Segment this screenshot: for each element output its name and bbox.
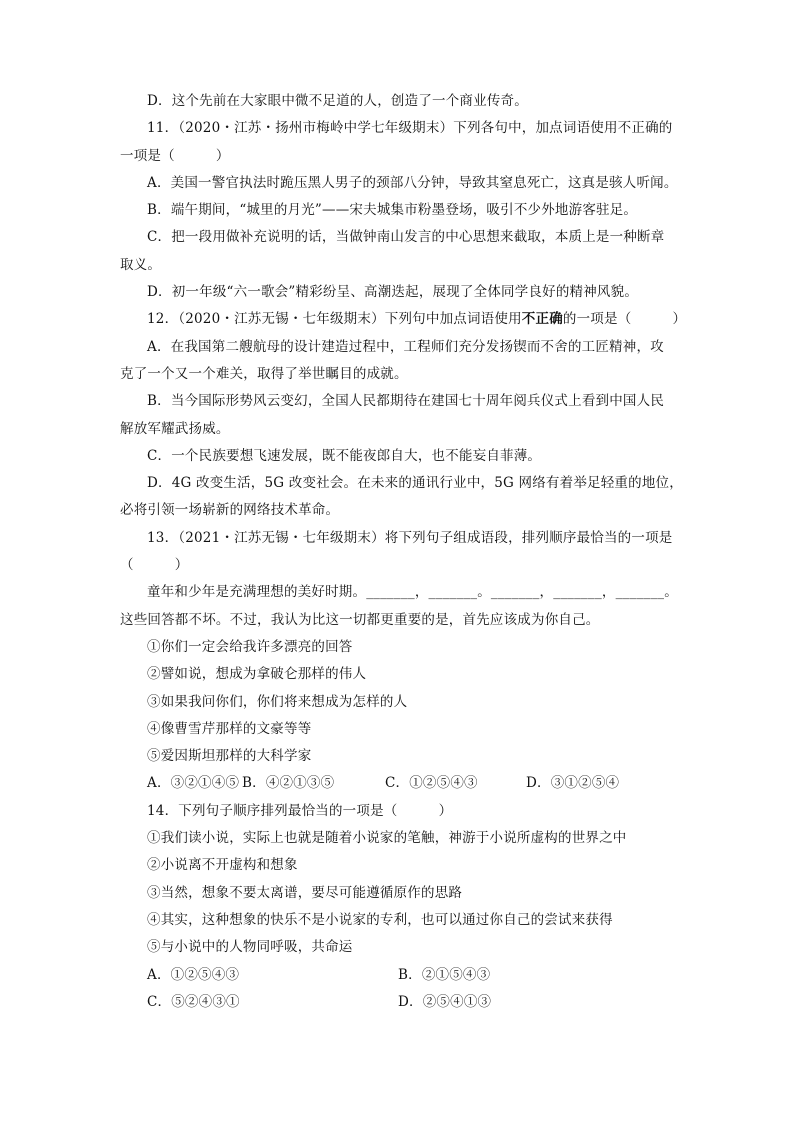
q11-stem-cont: 一项是（ ） [120, 147, 230, 164]
q14-options-row1 [120, 962, 686, 989]
q14-stem: 14．下列句子顺序排列最恰当的一项是（ ） [147, 802, 453, 819]
q13-stem: 13．（2021・江苏无锡・七年级期末）将下列句子组成语段，排列顺序最恰当的一项是 [147, 529, 673, 546]
q14-option-c: C．⑤②④③① [147, 993, 240, 1010]
q14-item-1: ①我们读小说，实际上也就是随着小说家的笔触，神游于小说所虚构的世界之中 [147, 830, 627, 847]
q12-stem [120, 306, 686, 333]
q13-option-a: A．③②①④⑤ [147, 775, 240, 792]
q11-option-c-cont: 取义。 [120, 256, 162, 273]
q11-stem: 11．（2020・江苏・扬州市梅岭中学七年级期末）下列各句中，加点词语使用不正确的 [147, 120, 673, 137]
q12-option-b: B．当今国际形势风云变幻，全国人民都期待在建国七十周年阅兵仪式上看到中国人民 [147, 393, 665, 410]
q13-item-1: ①你们一定会给我许多漂亮的回答 [147, 638, 353, 655]
q12-option-d: D．4G 改变生活，5G 改变社会。在未来的通讯行业中，5G 网络有着举足轻重的地位， [147, 475, 683, 492]
q13-options [120, 770, 686, 797]
q11-option-c: C．把一段用做补充说明的话，当做钟南山发言的中心思想来截取，本质上是一种断章 [147, 229, 665, 246]
q12-option-c: C．一个民族要想飞速发展，既不能夜郎自大，也不能妄自菲薄。 [147, 447, 542, 464]
q13-item-2: ②譬如说，想成为拿破仑那样的伟人 [147, 666, 367, 683]
q14-option-b: B．②①⑤④③ [398, 966, 491, 983]
q13-passage-cont: 这些回答都不坏。不过，我认为比这一切都更重要的是，首先应该成为你自己。 [120, 611, 600, 628]
document-page [120, 88, 686, 1016]
q11-option-d: D．初一年级“六一歌会”精彩纷呈、高潮迭起，展现了全体同学良好的精神风貌。 [147, 284, 639, 301]
q14-option-d: D．②⑤④①③ [398, 993, 492, 1010]
q11-option-a: A．美国一警官执法时跪压黑人男子的颈部八分钟，导致其窒息死亡，这真是骇人听闻。 [147, 174, 678, 191]
q12-stem-bold: 不正确 [521, 311, 563, 328]
q12-option-a: A．在我国第二艘航母的设计建造过程中，工程师们充分发扬锲而不舍的工匠精神，攻 [147, 338, 664, 355]
q14-item-4: ④其实，这种想象的快乐不是小说家的专利，也可以通过你自己的尝试来获得 [147, 911, 613, 928]
q14-options-row2 [120, 989, 686, 1016]
q14-option-a: A．①②⑤④③ [147, 966, 240, 983]
q13-passage: 童年和少年是充满理想的美好时期。_______，_______。_______，_______，_______。 [147, 584, 678, 601]
q14-item-5: ⑤与小说中的人物同呼吸，共命运 [147, 939, 353, 956]
q12-option-b-cont: 解放军耀武扬威。 [120, 420, 230, 437]
q14-item-3: ③当然，想象不要太离谱，要尽可能遵循原作的思路 [147, 884, 463, 901]
q13-option-c: C．①②⑤④③ [385, 775, 478, 792]
q11-option-b: B．端午期间，“城里的月光”——宋夫城集市粉墨登场，吸引不少外地游客驻足。 [147, 202, 638, 219]
q12-stem-post: 的一项是（ ） [562, 311, 687, 328]
q13-option-d: D．③①②⑤④ [526, 775, 620, 792]
q14-item-2: ②小说离不开虚构和想象 [147, 857, 298, 874]
q13-option-b: B．④②①③⑤ [242, 775, 335, 792]
q10-option-d: D．这个先前在大家眼中微不足道的人，创造了一个商业传奇。 [147, 93, 528, 109]
q13-item-4: ④像曹雪芹那样的文豪等等 [147, 720, 312, 737]
q13-item-3: ③如果我问你们，你们将来想成为怎样的人 [147, 693, 408, 710]
q13-item-5: ⑤爱因斯坦那样的大科学家 [147, 748, 312, 765]
q12-stem-pre: 12．（2020・江苏无锡・七年级期末）下列句中加点词语使用 [147, 311, 522, 328]
q12-option-d-cont: 必将引领一场崭新的网络技术革命。 [120, 502, 340, 519]
q12-option-a-cont: 克了一个又一个难关，取得了举世瞩目的成就。 [120, 365, 408, 382]
q13-stem-cont: （ ） [120, 557, 189, 574]
